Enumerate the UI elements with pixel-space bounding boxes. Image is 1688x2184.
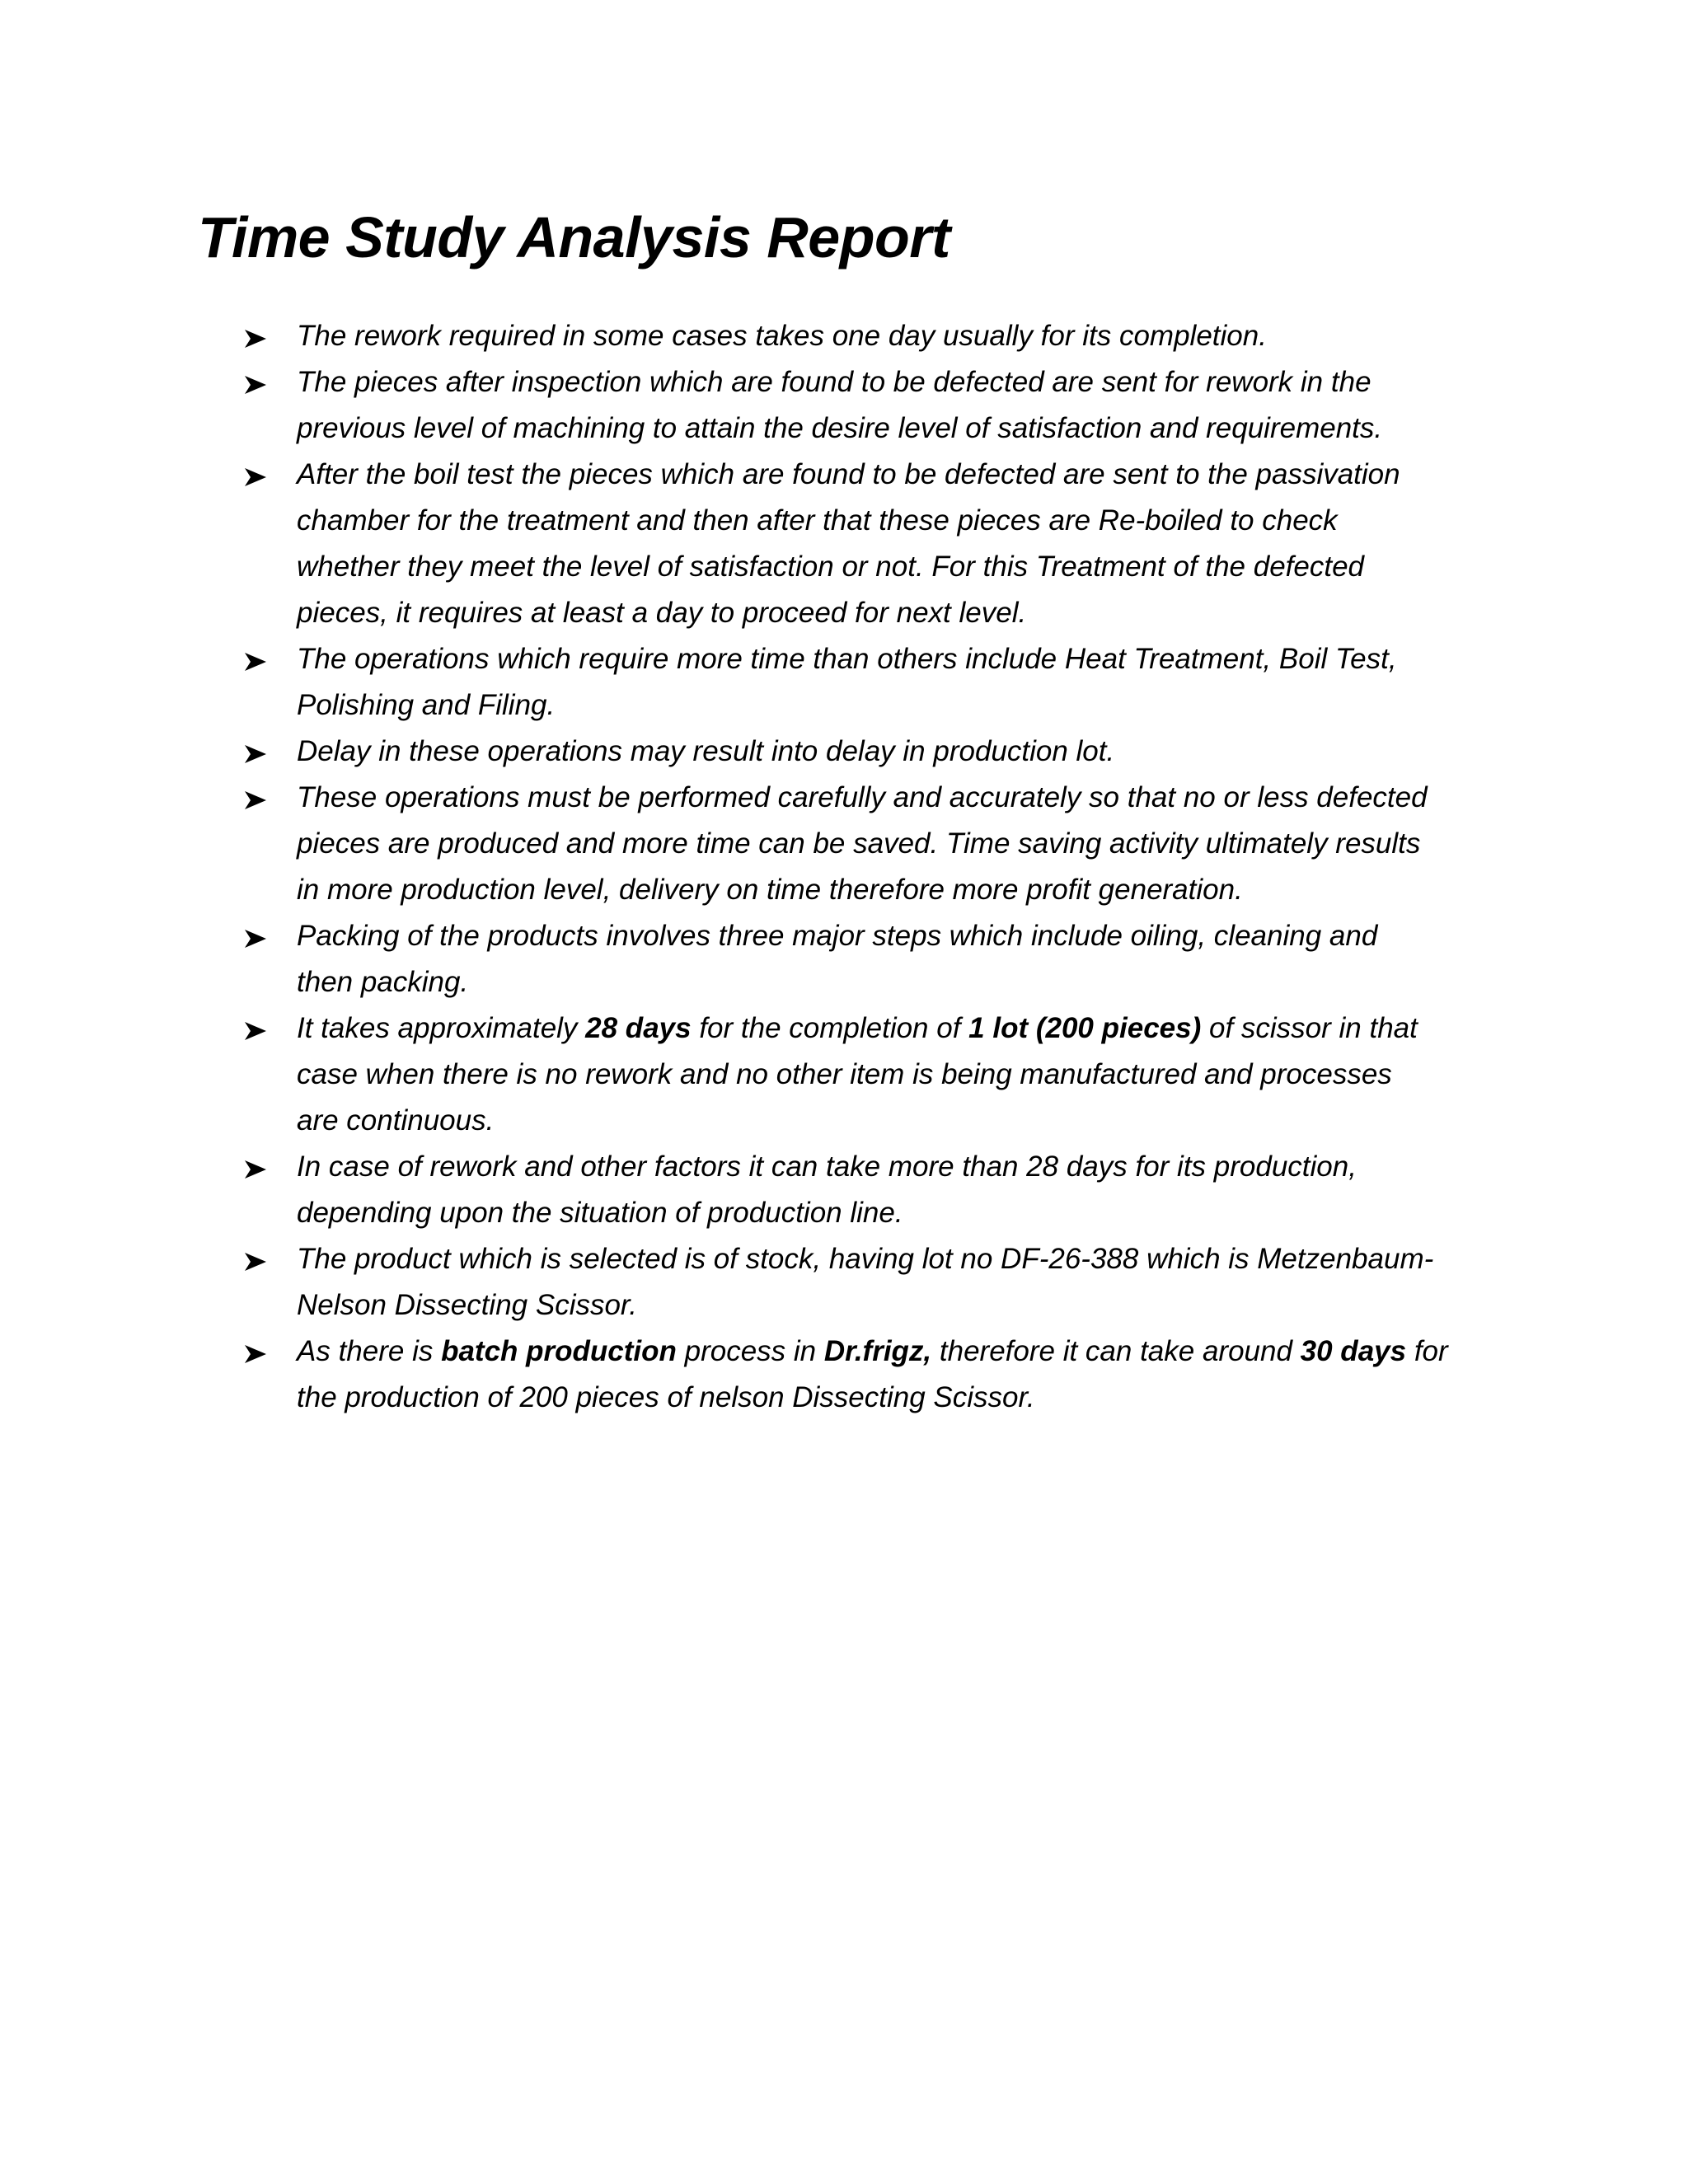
bullet-text xyxy=(297,729,1504,775)
bold-text-run: 28 days xyxy=(585,1012,692,1044)
text-line xyxy=(297,1144,1504,1190)
text-line xyxy=(297,1282,1504,1329)
text-run: in more production level, delivery on time therefore more profit generation. xyxy=(297,874,1243,906)
bullet-item xyxy=(243,452,1504,636)
text-line xyxy=(297,1190,1504,1236)
text-run: In case of rework and other factors it can take more than 28 days for its production, xyxy=(297,1151,1357,1183)
text-line xyxy=(297,544,1504,590)
text-run: for xyxy=(1406,1335,1448,1367)
text-run: Delay in these operations may result into delay in production lot. xyxy=(297,735,1115,767)
bullet-item xyxy=(243,913,1504,1005)
bold-text-run: 1 lot (200 pieces) xyxy=(968,1012,1202,1044)
text-line xyxy=(297,405,1504,452)
bold-text-run: Dr.frigz, xyxy=(823,1335,932,1367)
bullet-text xyxy=(297,359,1504,452)
arrowhead-bullet-icon xyxy=(245,1160,266,1179)
text-line xyxy=(297,1375,1504,1421)
bullet-text xyxy=(297,775,1504,913)
bullet-item xyxy=(243,359,1504,452)
text-line xyxy=(297,636,1504,682)
bullet-text xyxy=(297,1329,1504,1421)
arrowhead-bullet-icon xyxy=(245,468,266,486)
text-line xyxy=(297,913,1504,959)
bullet-item xyxy=(243,729,1504,775)
text-run: depending upon the situation of production line. xyxy=(297,1197,903,1229)
text-run: chamber for the treatment and then after that these pieces are Re-boiled to check xyxy=(297,504,1338,537)
bullet-item xyxy=(243,1236,1504,1329)
bullet-text xyxy=(297,913,1504,1005)
text-run: As there is xyxy=(297,1335,442,1367)
text-line xyxy=(297,313,1504,359)
arrowhead-bullet-icon xyxy=(245,376,266,394)
text-run: previous level of machining to attain the desire level of satisfaction and requirements. xyxy=(297,412,1383,444)
report-title: Time Study Analysis Report xyxy=(198,205,950,269)
text-line xyxy=(297,1005,1504,1052)
bullet-text xyxy=(297,1005,1504,1144)
text-run: Nelson Dissecting Scissor. xyxy=(297,1289,638,1321)
text-line xyxy=(297,1329,1504,1375)
text-line xyxy=(297,682,1504,729)
text-run: The rework required in some cases takes one day usually for its completion. xyxy=(297,320,1267,352)
text-line xyxy=(297,359,1504,405)
text-line xyxy=(297,1098,1504,1144)
text-line xyxy=(297,1052,1504,1098)
bullet-text xyxy=(297,1144,1504,1236)
bullet-text xyxy=(297,452,1504,636)
text-run: The operations which require more time than others include Heat Treatment, Boil Test, xyxy=(297,643,1397,675)
arrowhead-bullet-icon xyxy=(245,1253,266,1271)
bullet-item xyxy=(243,1144,1504,1236)
text-run: It takes approximately xyxy=(297,1012,586,1044)
text-run: These operations must be performed carefully and accurately so that no or less defected xyxy=(297,781,1428,813)
text-line xyxy=(297,590,1504,636)
bold-text-run: 30 days xyxy=(1300,1335,1407,1367)
text-run: then packing. xyxy=(297,966,469,998)
bullet-text xyxy=(297,313,1504,359)
text-run: of scissor in that xyxy=(1201,1012,1418,1044)
text-line xyxy=(297,498,1504,544)
bullet-text xyxy=(297,636,1504,729)
text-run: Packing of the products involves three major steps which include oiling, cleaning and xyxy=(297,920,1378,952)
text-line xyxy=(297,821,1504,867)
bullet-text xyxy=(297,1236,1504,1329)
text-run: the production of 200 pieces of nelson Dissecting Scissor. xyxy=(297,1381,1035,1413)
text-line xyxy=(297,867,1504,913)
text-run: case when there is no rework and no other item is being manufactured and processes xyxy=(297,1058,1392,1090)
text-run: whether they meet the level of satisfaction or not. For this Treatment of the defected xyxy=(297,551,1365,583)
text-run: pieces, it requires at least a day to proceed for next level. xyxy=(297,597,1027,629)
text-run: pieces are produced and more time can be saved. Time saving activity ultimately results xyxy=(297,827,1421,860)
text-run: are continuous. xyxy=(297,1104,495,1137)
arrowhead-bullet-icon xyxy=(245,791,266,809)
text-line xyxy=(297,1236,1504,1282)
arrowhead-bullet-icon xyxy=(245,930,266,948)
text-line xyxy=(297,959,1504,1005)
text-run: After the boil test the pieces which are found to be defected are sent to the passivation xyxy=(297,458,1400,490)
text-run: for the completion of xyxy=(691,1012,969,1044)
arrowhead-bullet-icon xyxy=(245,745,266,763)
bullet-item xyxy=(243,1005,1504,1144)
text-line xyxy=(297,729,1504,775)
text-run: The pieces after inspection which are found to be defected are sent for rework in the xyxy=(297,366,1372,398)
bold-text-run: batch production xyxy=(441,1335,677,1367)
text-run: Polishing and Filing. xyxy=(297,689,556,721)
bullet-item xyxy=(243,775,1504,913)
arrowhead-bullet-icon xyxy=(245,330,266,348)
bullet-list xyxy=(243,313,1504,1421)
text-line xyxy=(297,775,1504,821)
text-run: The product which is selected is of stock, having lot no DF-26-388 which is Metzenbaum- xyxy=(297,1243,1434,1275)
bullet-item xyxy=(243,636,1504,729)
arrowhead-bullet-icon xyxy=(245,653,266,671)
arrowhead-bullet-icon xyxy=(245,1022,266,1040)
bullet-item xyxy=(243,1329,1504,1421)
arrowhead-bullet-icon xyxy=(245,1345,266,1363)
text-line xyxy=(297,452,1504,498)
bullet-item xyxy=(243,313,1504,359)
text-run: process in xyxy=(676,1335,824,1367)
text-run: therefore it can take around xyxy=(931,1335,1301,1367)
